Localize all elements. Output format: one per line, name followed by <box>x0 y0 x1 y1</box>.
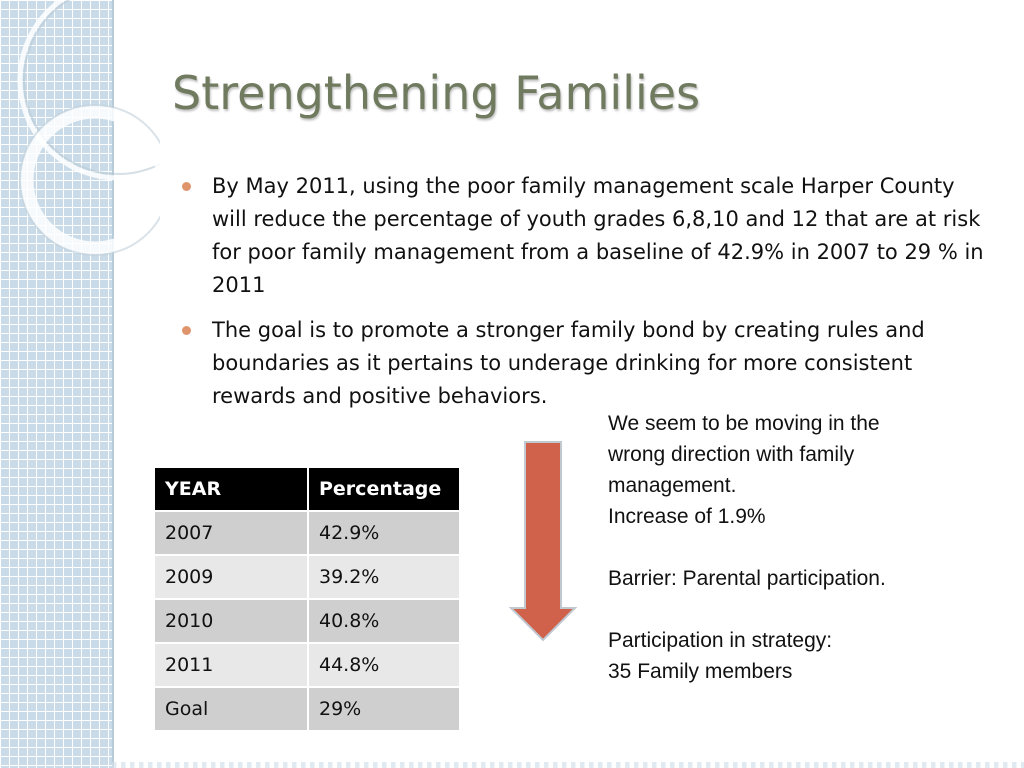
bottom-decor-strip <box>112 762 1024 768</box>
note-barrier: Barrier: Parental participation. <box>608 567 886 590</box>
cell-year: Goal <box>154 687 308 731</box>
bullet-dot-icon <box>182 326 191 335</box>
cell-year: 2010 <box>154 599 308 643</box>
cell-year: 2009 <box>154 555 308 599</box>
cell-percentage: 40.8% <box>308 599 460 643</box>
note-line: Participation in strategy: <box>608 629 833 652</box>
cell-year: 2007 <box>154 511 308 555</box>
cell-percentage: 42.9% <box>308 511 460 555</box>
bullet-item <box>180 314 990 413</box>
cell-percentage: 29% <box>308 687 460 731</box>
cell-percentage: 39.2% <box>308 555 460 599</box>
cell-year: 2011 <box>154 643 308 687</box>
bullet-text: By May 2011, using the poor family management scale Harper County will reduce the percentage of youth grades 6,8,10 and 12 that are at risk for poor family management from a baseline of 42.9% in 2007 to 29 % in 2011 <box>212 174 984 297</box>
note-line: wrong direction with family <box>608 443 855 466</box>
table-row <box>154 555 460 599</box>
cell-percentage: 44.8% <box>308 643 460 687</box>
bullet-dot-icon <box>182 182 191 191</box>
table-row <box>154 643 460 687</box>
bullet-item <box>180 170 990 302</box>
annotation-text <box>608 408 1008 687</box>
header-percentage: Percentage <box>308 467 460 511</box>
table-row <box>154 511 460 555</box>
down-arrow-icon <box>508 440 578 642</box>
table-row <box>154 687 460 731</box>
bullet-list <box>180 170 990 425</box>
note-line: management. <box>608 474 737 497</box>
note-line: We seem to be moving in the <box>608 412 880 435</box>
slide-title: Strengthening Families <box>172 66 701 120</box>
note-line: Increase of 1.9% <box>608 505 766 528</box>
table-header-row <box>154 467 460 511</box>
table-row <box>154 599 460 643</box>
spacer <box>608 532 1008 563</box>
header-year: YEAR <box>154 467 308 511</box>
decorative-circles <box>0 0 160 260</box>
percentage-table <box>153 466 461 732</box>
bullet-text: The goal is to promote a stronger family bond by creating rules and boundaries as it pertains to underage drinking for more consistent rewards and positive behaviors. <box>212 318 925 408</box>
spacer <box>608 594 1008 625</box>
note-line: 35 Family members <box>608 660 793 683</box>
